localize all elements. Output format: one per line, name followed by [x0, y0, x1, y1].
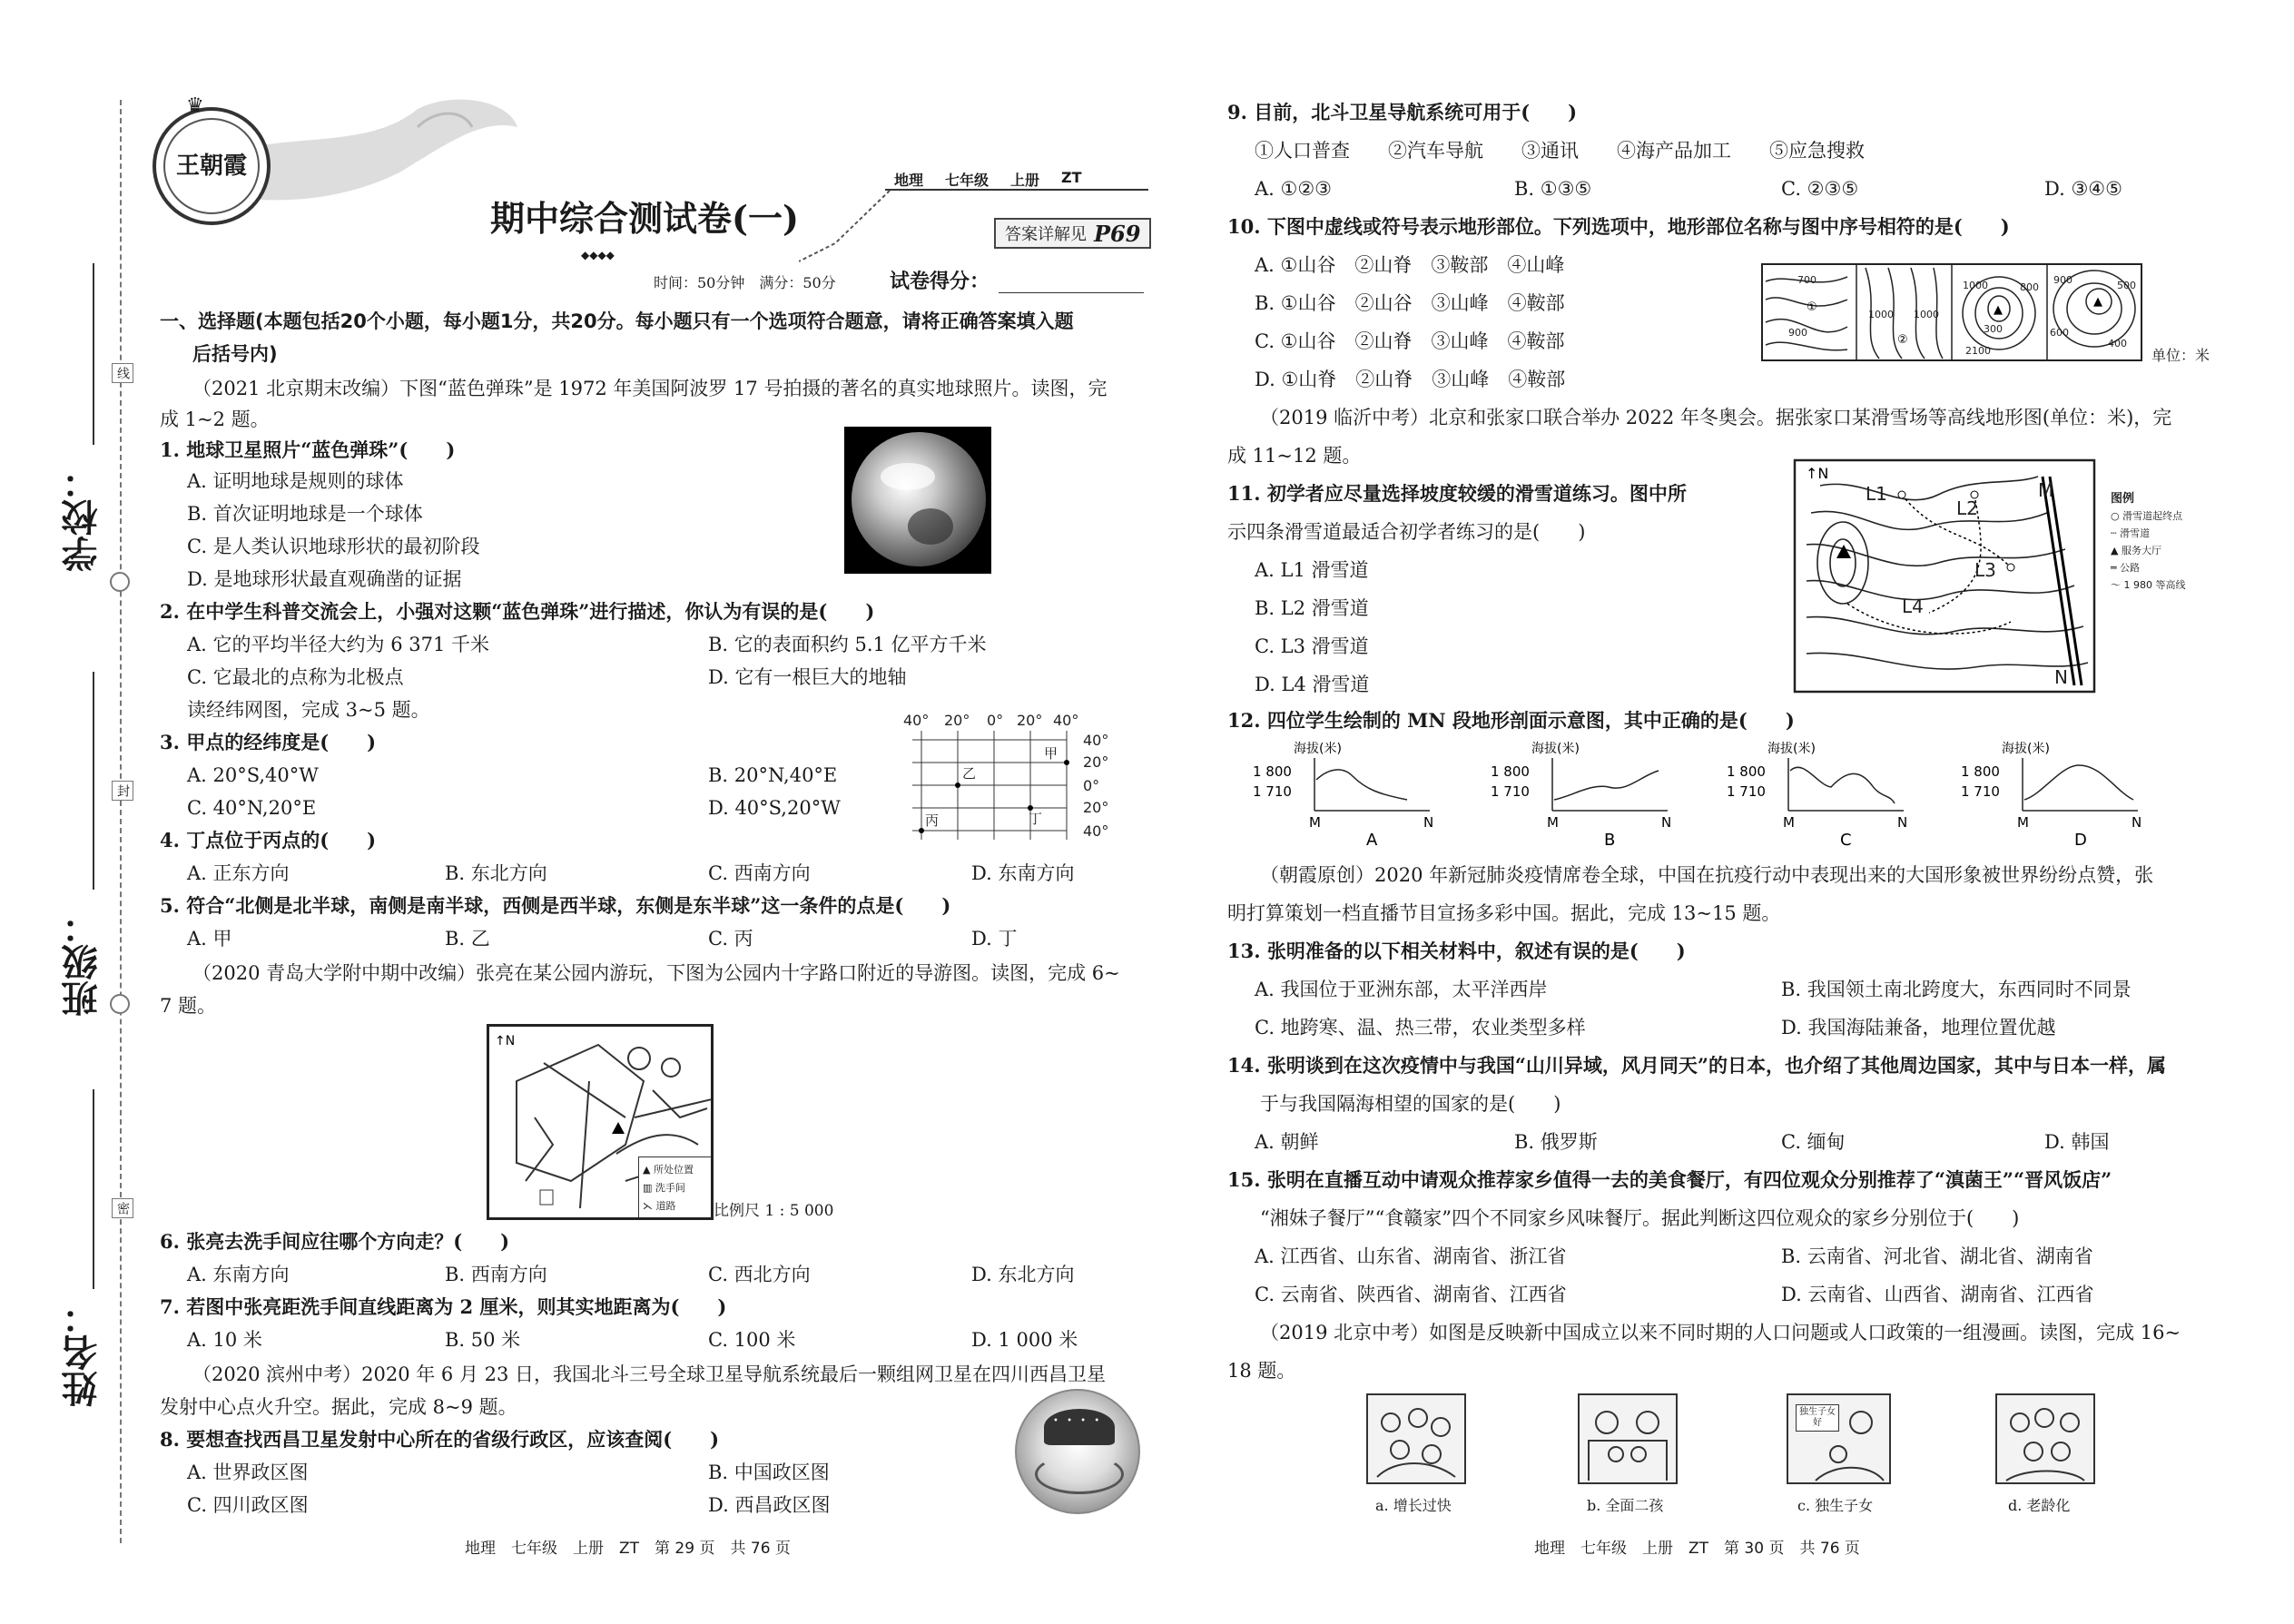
q3-option-b[interactable]: B. 20°N,40°E: [708, 764, 838, 786]
logo-badge: [153, 107, 271, 225]
class-line: [93, 672, 94, 890]
q10-option-d[interactable]: D. ①山脊 ②山脊 ③山峰 ④鞍部: [1255, 369, 1566, 390]
beidou-logo-icon: • • • •: [1015, 1389, 1140, 1514]
ski-map-legend: 图例 ○ 滑雪道起终点 ┄ 滑雪道 ▲ 服务大厅 ═ 公路 ～ 1 980 等高线: [2111, 492, 2186, 591]
svg-text:↑N: ↑N: [1806, 465, 1829, 482]
profile-y-tick: 1 800: [1961, 763, 2000, 780]
svg-text:②: ②: [1897, 333, 1908, 347]
q10-option-c[interactable]: C. ①山谷 ②山脊 ③山峰 ④鞍部: [1255, 330, 1565, 352]
contour-label: 900: [1788, 327, 1807, 339]
intro-5-line-1: （2019 临沂中考）北京和张家口联合举办 2022 年冬奥会。据张家口某滑雪场等高线地形图(单位：米)，完: [1260, 407, 2172, 428]
point-label: 乙: [962, 765, 977, 782]
earth-photo: [844, 427, 991, 574]
grid-right-label: 0°: [1083, 777, 1100, 794]
q9-option-c[interactable]: C. ②③⑤: [1781, 178, 1859, 200]
q3-option-d[interactable]: D. 40°S,20°W: [708, 797, 841, 819]
profile-chart: [1961, 741, 2141, 849]
svg-text:▲: ▲: [1994, 303, 2003, 317]
q8-option-c[interactable]: C. 四川政区图: [187, 1494, 309, 1516]
q11-option-d[interactable]: D. L4 滑雪道: [1255, 674, 1370, 695]
legend-toilet: 洗手间: [655, 1182, 685, 1194]
q1-option-b[interactable]: B. 首次证明地球是一个球体: [187, 503, 423, 525]
profile-y-tick: 1 710: [1253, 783, 1292, 800]
profile-y-tick: 1 800: [1727, 763, 1766, 780]
binding-mark-line: 线: [112, 363, 133, 383]
ski-resort-contour-map: [1793, 458, 2097, 694]
cartoon-caption-c: c. 独生子女: [1797, 1497, 1874, 1514]
q9-option-b[interactable]: B. ①③⑤: [1514, 178, 1592, 200]
grid-top-label: 0°: [987, 713, 1004, 729]
contour-label: 2100: [1965, 345, 1991, 357]
grid-right-label: 20°: [1083, 799, 1109, 816]
intro-4-line-2: 发射中心点火升空。据此，完成 8~9 题。: [160, 1396, 517, 1418]
contour-label: 800: [2020, 281, 2039, 293]
profile-m-label: M: [2017, 814, 2029, 831]
contour-label: 900: [2053, 274, 2072, 286]
profile-m-label: M: [1783, 814, 1795, 831]
profile-ylabel: 海拔(米): [1767, 742, 1816, 756]
point-yi: [955, 782, 960, 788]
time-info: 时间：50分钟 满分：50分: [654, 274, 836, 291]
page-title: 期中综合测试卷(一): [490, 198, 799, 239]
q6-stem: 6. 张亮去洗手间应往哪个方向走？( ): [160, 1230, 510, 1253]
profile-charts: [1253, 740, 2233, 849]
svg-text:▲: ▲: [2093, 295, 2102, 309]
q1-option-a[interactable]: A. 证明地球是规则的球体: [187, 470, 404, 492]
q13-option-c[interactable]: C. 地跨寒、温、热三带，农业类型多样: [1255, 1017, 1586, 1038]
q9-options-line: ①人口普查 ②汽车导航 ③通讯 ④海产品加工 ⑤应急搜救: [1255, 140, 1865, 162]
series-tag: 上册: [1010, 172, 1040, 189]
profile-chart: [1253, 741, 1433, 849]
profile-curve: [1316, 770, 1407, 800]
q5-stem: 5. 符合“北侧是北半球，南侧是南半球，西侧是西半球，东侧是东半球”这一条件的点是( ): [160, 894, 951, 917]
q13-stem: 13. 张明准备的以下相关材料中，叙述有误的是( ): [1227, 940, 1686, 962]
intro-5-line-2: 成 11~12 题。: [1227, 445, 1362, 467]
ski-label: N: [2054, 666, 2068, 688]
legend-title: 图例: [2111, 492, 2135, 506]
grid-right-label: 20°: [1083, 753, 1109, 771]
diamond-decoration: ◆◆◆◆: [581, 249, 615, 261]
class-label: 班级：: [62, 908, 103, 1017]
q15-option-d[interactable]: D. 云南省、山西省、湖南省、江西省: [1781, 1284, 2094, 1305]
intro-4-line-1: （2020 滨州中考）2020 年 6 月 23 日，我国北斗三号全球卫星导航系统最后一颗组网卫星在四川西昌卫星: [192, 1363, 1107, 1385]
q4-option-b[interactable]: B. 东北方向: [445, 862, 547, 884]
legend-item: 滑雪道起终点: [2122, 510, 2183, 522]
q14-option-c[interactable]: C. 缅甸: [1781, 1131, 1846, 1153]
series-tag: ZT: [1061, 169, 1082, 186]
q9-option-d[interactable]: D. ③④⑤: [2044, 178, 2122, 200]
q13-option-b[interactable]: B. 我国领土南北跨度大，东西同时不同景: [1781, 979, 2132, 1000]
grid-top-label: 20°: [1017, 713, 1043, 729]
crown-icon: ♛: [186, 94, 204, 117]
q7-option-c[interactable]: C. 100 米: [708, 1329, 796, 1351]
q4-option-d[interactable]: D. 东南方向: [971, 862, 1075, 884]
ski-label: M: [2038, 479, 2054, 501]
q2-option-c[interactable]: C. 它最北的点称为北极点: [187, 666, 404, 688]
point-label: 丁: [1029, 811, 1043, 827]
cartoon-a-image: [1366, 1393, 1466, 1484]
legend-road: 道路: [655, 1200, 676, 1212]
q9-stem: 9. 目前，北斗卫星导航系统可用于( ): [1227, 101, 1578, 123]
cartoon-caption-a: a. 增长过快: [1375, 1497, 1452, 1514]
q9-option-a[interactable]: A. ①②③: [1255, 178, 1332, 200]
q11-option-a[interactable]: A. L1 滑雪道: [1255, 559, 1369, 581]
q12-stem: 12. 四位学生绘制的 MN 段地形剖面示意图，其中正确的是( ): [1227, 709, 1795, 732]
intro-7-line-2: 18 题。: [1227, 1360, 1296, 1382]
q7-option-b[interactable]: B. 50 米: [445, 1329, 521, 1351]
binding-hole-2: [110, 994, 130, 1014]
q8-stem: 8. 要想查找西昌卫星发射中心所在的省级行政区，应该查阅( ): [160, 1428, 720, 1451]
q5-option-b[interactable]: B. 乙: [445, 928, 490, 950]
series-tag: 七年级: [945, 172, 989, 189]
answer-ref-box: [994, 218, 1151, 249]
svg-text:①: ①: [1807, 300, 1817, 314]
intro-3-line-2: 7 题。: [160, 995, 217, 1017]
section-heading: 一、选择题(本题包括20个小题，每小题1分，共20分。每小题只有一个选项符合题意，请将正确答案填入题: [160, 310, 1074, 332]
intro-2: 读经纬网图，完成 3~5 题。: [187, 699, 430, 721]
q4-stem: 4. 丁点位于丙点的( ): [160, 829, 377, 851]
profile-chart: [1491, 741, 1671, 849]
profile-y-tick: 1 800: [1253, 763, 1292, 780]
q7-option-d[interactable]: D. 1 000 米: [971, 1329, 1078, 1351]
profile-curve: [2024, 765, 2133, 800]
name-line: [93, 1089, 94, 1289]
school-line: [93, 263, 94, 445]
profile-y-tick: 1 710: [1961, 783, 2000, 800]
q14-option-b[interactable]: B. 俄罗斯: [1514, 1131, 1598, 1153]
point-bing: [919, 828, 924, 833]
profile-ylabel: 海拔(米): [2002, 742, 2050, 756]
park-guide-map: [487, 1024, 714, 1220]
legend-item: 1 980 等高线: [2123, 579, 2186, 591]
q15-stem-line-1: 15. 张明在直播互动中请观众推荐家乡值得一去的美食餐厅，有四位观众分别推荐了“滇菌王”“晋风饭店”: [1227, 1168, 2112, 1191]
contour-label: 700: [1797, 274, 1816, 286]
profile-n-label: N: [2132, 814, 2142, 831]
contour-label: 1000: [1868, 309, 1894, 320]
q13-option-d[interactable]: D. 我国海陆兼备，地理位置优越: [1781, 1017, 2056, 1038]
q3-option-c[interactable]: C. 40°N,20°E: [187, 797, 317, 819]
profile-m-label: M: [1547, 814, 1559, 831]
q11-option-c[interactable]: C. L3 滑雪道: [1255, 635, 1369, 657]
q6-option-d[interactable]: D. 东北方向: [971, 1264, 1075, 1285]
ski-label: L4: [1902, 595, 1924, 617]
cartoon-b-image: [1578, 1393, 1678, 1484]
contour-label: 1000: [1914, 309, 1939, 320]
q1-option-c[interactable]: C. 是人类认识地球形状的最初阶段: [187, 536, 480, 557]
q4-option-c[interactable]: C. 西南方向: [708, 862, 811, 884]
contour-label: 600: [2050, 327, 2069, 339]
contour-label: 1000: [1963, 280, 1988, 291]
q8-option-b[interactable]: B. 中国政区图: [708, 1462, 830, 1483]
q15-stem-line-2: “湘妹子餐厅”“食赣家”四个不同家乡风味餐厅。据此判断这四位观众的家乡分别位于( ): [1260, 1207, 2020, 1229]
ski-label: L2: [1956, 497, 1978, 519]
binding-mark-secret: 密: [112, 1198, 133, 1218]
profile-n-label: N: [1661, 814, 1672, 831]
grid-right-label: 40°: [1083, 732, 1109, 749]
q14-stem-line-2: 于与我国隔海相望的国家的是( ): [1260, 1093, 1561, 1115]
q1-stem: 1. 地球卫星照片“蓝色弹珠”( ): [160, 438, 456, 461]
profile-curve: [1790, 767, 1895, 803]
ski-label: L1: [1866, 483, 1887, 505]
profile-chart: [1727, 741, 1907, 849]
q5-option-c[interactable]: C. 丙: [708, 928, 753, 950]
series-tags: [894, 169, 1082, 190]
intro-1-line-1: （2021 北京期末改编）下图“蓝色弹珠”是 1972 年美国阿波罗 17 号拍摄的著名的真实地球照片。读图，完: [192, 378, 1108, 399]
contour-label: 500: [2117, 280, 2136, 291]
q11-stem-line-2: 示四条滑雪道最适合初学者练习的是( ): [1227, 521, 1586, 543]
profile-option-letter[interactable]: A: [1366, 831, 1378, 849]
q2-option-a[interactable]: A. 它的平均半径大约为 6 371 千米: [187, 634, 489, 655]
point-label: 甲: [1044, 745, 1058, 762]
cartoon-caption-d: d. 老龄化: [2008, 1497, 2071, 1514]
school-label: 学校：: [62, 463, 103, 572]
point-label: 丙: [925, 812, 940, 829]
score-label: 试卷得分：: [890, 270, 990, 293]
q8-option-d[interactable]: D. 西昌政区图: [708, 1494, 831, 1516]
q6-option-a[interactable]: A. 东南方向: [187, 1264, 290, 1285]
q5-option-d[interactable]: D. 丁: [971, 928, 1018, 950]
point-jia: [1064, 760, 1069, 765]
legend-item: 公路: [2120, 562, 2141, 574]
q7-option-a[interactable]: A. 10 米: [187, 1329, 262, 1351]
profile-ylabel: 海拔(米): [1294, 742, 1342, 756]
profile-n-label: N: [1897, 814, 1908, 831]
footer-right: 地理 七年级 上册 ZT 第 30 页 共 76 页: [1534, 1540, 1860, 1558]
q6-option-b[interactable]: B. 西南方向: [445, 1264, 547, 1285]
contour-panels: [1761, 263, 2142, 363]
name-label: 姓名：: [62, 1298, 103, 1407]
q2-stem: 2. 在中学生科普交流会上，小强对这颗“蓝色弹珠”进行描述，你认为有误的是( ): [160, 600, 875, 623]
q15-option-b[interactable]: B. 云南省、河北省、湖北省、湖南省: [1781, 1245, 2093, 1267]
q15-option-a[interactable]: A. 江西省、山东省、湖南省、浙江省: [1255, 1245, 1567, 1267]
legend-position: 所处位置: [653, 1164, 694, 1176]
binding-mark-seal: 封: [112, 781, 133, 801]
grid-top-label: 40°: [1053, 713, 1079, 729]
score-blank: [999, 292, 1144, 293]
profile-option-letter[interactable]: B: [1604, 831, 1616, 849]
grid-top-label: 40°: [903, 713, 930, 729]
q14-option-a[interactable]: A. 朝鲜: [1255, 1131, 1319, 1153]
intro-1-line-2: 成 1~2 题。: [160, 408, 270, 430]
binding-hole-1: [110, 572, 130, 592]
park-map-scale: 比例尺 1 : 5 000: [714, 1202, 834, 1220]
q5-option-a[interactable]: A. 甲: [187, 928, 232, 950]
q2-option-d[interactable]: D. 它有一根巨大的地轴: [708, 666, 907, 688]
q6-option-c[interactable]: C. 西北方向: [708, 1264, 811, 1285]
profile-option-letter[interactable]: D: [2074, 831, 2087, 849]
cartoon-c-sign: 独生子女好: [1796, 1404, 1839, 1432]
grid-top-label: 20°: [944, 713, 970, 729]
intro-3-line-1: （2020 青岛大学附中期中改编）张亮在某公园内游玩，下图为公园内十字路口附近的导游图。读图，完成 6~: [192, 962, 1120, 984]
legend-item: 滑雪道: [2120, 527, 2151, 539]
legend-item: 服务大厅: [2121, 545, 2161, 556]
park-map-legend: ▲ 所处位置 ▥ 洗手间 ⋋ 道路: [638, 1156, 714, 1220]
q4-option-a[interactable]: A. 正东方向: [187, 862, 290, 884]
series-underline: [885, 189, 1148, 191]
contour-label: 400: [2108, 338, 2127, 349]
q11-stem-line-1: 11. 初学者应尽量选择坡度较缓的滑雪道练习。图中所: [1227, 482, 1687, 505]
logo-text: 王朝霞: [175, 153, 247, 180]
grid-right-label: 40°: [1083, 822, 1109, 840]
profile-option-letter[interactable]: C: [1840, 831, 1852, 849]
footer-left: 地理 七年级 上册 ZT 第 29 页 共 76 页: [465, 1540, 791, 1558]
q14-stem-line-1: 14. 张明谈到在这次疫情中与我国“山川异域，风月同天”的日本，也介绍了其他周边国家，其中与日本一样，属: [1227, 1054, 2166, 1077]
intro-6-line-1: （朝霞原创）2020 年新冠肺炎疫情席卷全球，中国在抗疫行动中表现出来的大国形象被世界纷纷点赞，张: [1260, 864, 2154, 886]
answer-ref-page: P69: [1094, 220, 1141, 247]
intro-7-line-1: （2019 北京中考）如图是反映新中国成立以来不同时期的人口问题或人口政策的一组漫画。读图，完成 16~: [1260, 1322, 2181, 1343]
q2-option-b[interactable]: B. 它的表面积约 5.1 亿平方千米: [708, 634, 987, 655]
binding-dashed-line: [120, 100, 122, 1543]
q1-option-d[interactable]: D. 是地球形状最直观确凿的证据: [187, 568, 462, 590]
answer-ref-prefix: 答案详解见: [1005, 225, 1087, 244]
ski-label: L3: [1974, 559, 1996, 581]
q10-stem: 10. 下图中虚线或符号表示地形部位。下列选项中，地形部位名称与图中序号相符的是( ): [1227, 215, 2010, 238]
section-heading-cont: 后括号内): [192, 343, 278, 365]
q7-stem: 7. 若图中张亮距洗手间直线距离为 2 厘米，则其实地距离为( ): [160, 1295, 727, 1318]
q10-option-a[interactable]: A. ①山谷 ②山脊 ③鞍部 ④山峰: [1255, 254, 1565, 276]
series-tag: 地理: [894, 172, 924, 189]
profile-curve: [1554, 771, 1659, 800]
contour-unit: 单位：米: [2151, 347, 2210, 364]
lat-long-grid-map: [894, 713, 1130, 849]
profile-n-label: N: [1423, 814, 1434, 831]
profile-ylabel: 海拔(米): [1531, 742, 1580, 756]
q3-stem: 3. 甲点的经纬度是( ): [160, 731, 377, 753]
q11-option-b[interactable]: B. L2 滑雪道: [1255, 597, 1369, 619]
q3-option-a[interactable]: A. 20°S,40°W: [187, 764, 319, 786]
cartoon-c-image: [1787, 1393, 1891, 1484]
profile-y-tick: 1 800: [1491, 763, 1530, 780]
svg-text:↑N: ↑N: [495, 1034, 516, 1048]
cartoon-caption-b: b. 全面二孩: [1587, 1497, 1664, 1514]
profile-y-tick: 1 710: [1727, 783, 1766, 800]
profile-y-tick: 1 710: [1491, 783, 1530, 800]
q13-option-a[interactable]: A. 我国位于亚洲东部，太平洋西岸: [1255, 979, 1548, 1000]
q10-option-b[interactable]: B. ①山谷 ②山谷 ③山峰 ④鞍部: [1255, 292, 1565, 314]
contour-label: 300: [1984, 323, 2003, 335]
q8-option-a[interactable]: A. 世界政区图: [187, 1462, 309, 1483]
profile-m-label: M: [1309, 814, 1321, 831]
q15-option-c[interactable]: C. 云南省、陕西省、湖南省、江西省: [1255, 1284, 1567, 1305]
intro-6-line-2: 明打算策划一档直播节目宣扬多彩中国。据此，完成 13~15 题。: [1227, 902, 1781, 924]
header-dashed-connector: [799, 189, 899, 271]
q14-option-d[interactable]: D. 韩国: [2044, 1131, 2110, 1153]
cartoon-d-image: [1995, 1393, 2095, 1484]
